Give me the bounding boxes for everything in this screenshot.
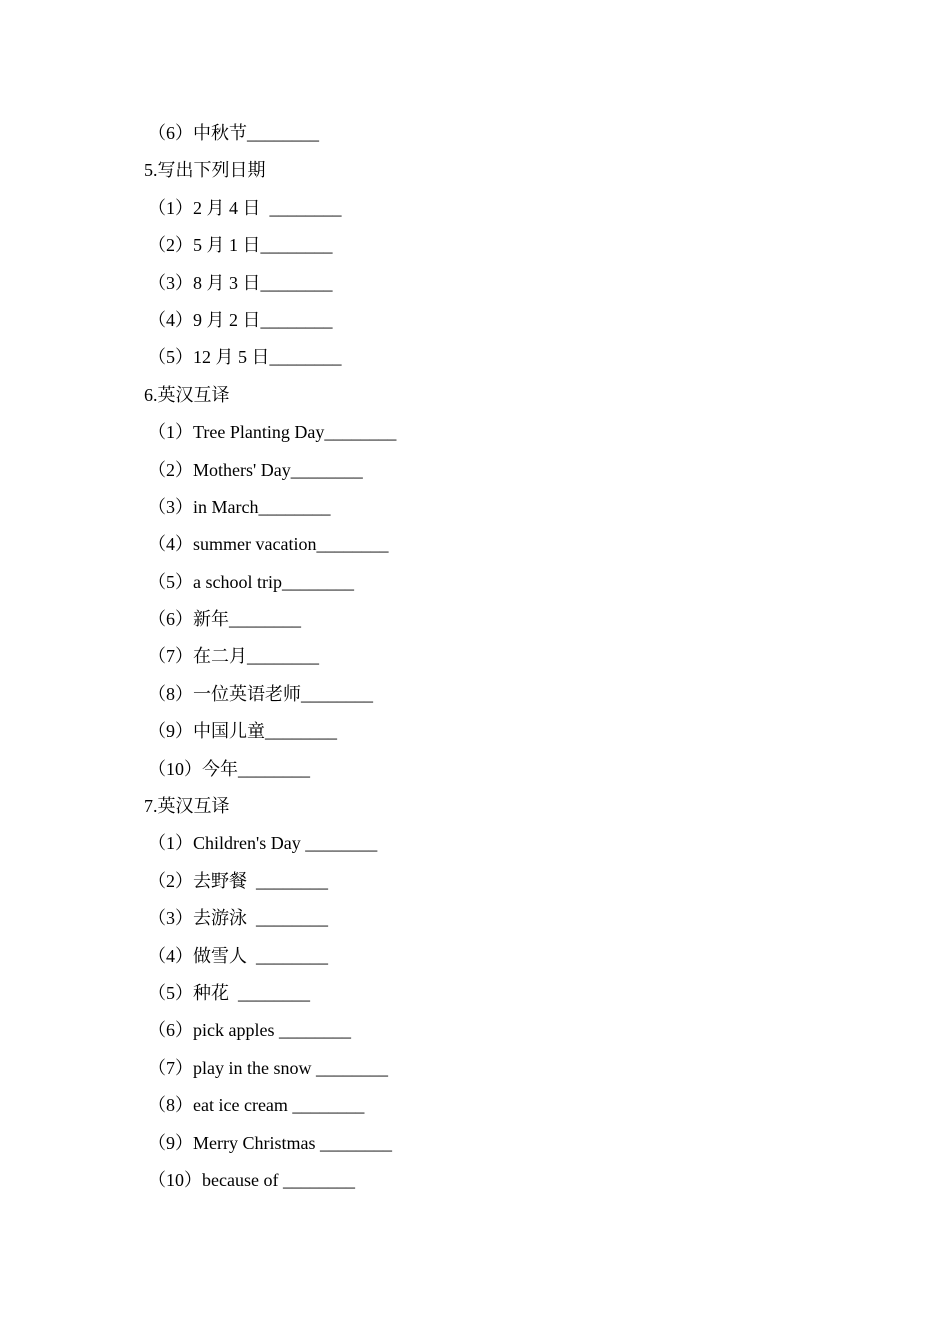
exercise-item: （4）9 月 2 日________ [148,309,333,330]
exercise-item: （4）summer vacation________ [148,534,389,555]
exercise-item: （3）8 月 3 日________ [148,272,333,293]
exercise-item: （7）play in the snow ________ [148,1057,388,1078]
exercise-item: （2）5 月 1 日________ [148,235,333,256]
exercise-item: （2）Mothers' Day________ [148,459,363,480]
exercise-item: （1）Children's Day ________ [148,833,378,854]
exercise-item: （6）新年________ [148,609,301,630]
section-heading: 6.英汉互译 [144,384,230,405]
exercise-item: （5）a school trip________ [148,571,354,592]
exercise-item: （5）种花 ________ [148,982,310,1003]
exercise-item: （7）在二月________ [148,646,319,667]
exercise-item: （10）今年________ [148,758,310,779]
section-heading: 7.英汉互译 [144,796,230,817]
exercise-item: （6）中秋节________ [148,123,319,143]
exercise-item: （3）in March________ [148,496,331,517]
worksheet-content [144,115,844,1199]
exercise-item: （9）Merry Christmas ________ [148,1132,392,1153]
exercise-item: （6）pick apples ________ [148,1020,351,1041]
exercise-item: （1）Tree Planting Day________ [148,422,397,443]
exercise-item: （1）2 月 4 日 ________ [148,197,342,218]
exercise-item: （8）一位英语老师________ [148,683,373,704]
exercise-item: （3）去游泳 ________ [148,908,328,929]
exercise-item: （2）去野餐 ________ [148,870,328,891]
exercise-item: （9）中国儿童________ [148,721,337,742]
exercise-item: （5）12 月 5 日________ [148,347,342,368]
exercise-item: （4）做雪人 ________ [148,945,328,966]
exercise-item: （8）eat ice cream ________ [148,1095,365,1116]
section-heading: 5.写出下列日期 [144,160,266,181]
exercise-item: （10）because of ________ [148,1169,355,1190]
